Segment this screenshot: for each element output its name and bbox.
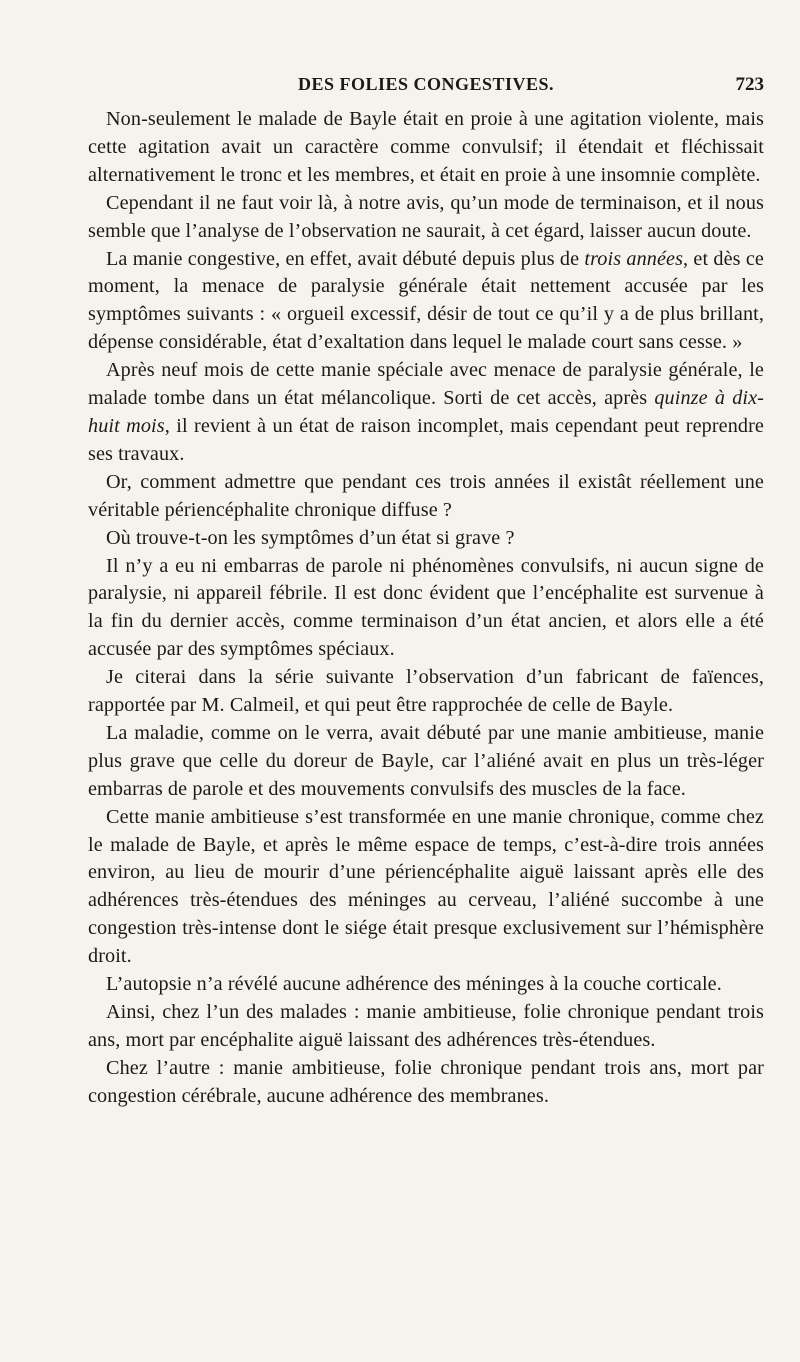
page-number: 723	[735, 74, 764, 95]
text-run: Cette manie ambitieuse s’est transformée en une manie chronique, comme chez le malade de Bayle, et après le même espace de temps, c’est-à-dire trois années environ, au lieu de mourir d’une périencéphalite aiguë laissant après elle des adhérences très-étendues des méninges au cerveau, l’aliéné succombe à une congestion très-intense dont le siége était presque exclusivement sur l’hémisphère droit.	[88, 805, 764, 968]
paragraph	[88, 106, 764, 190]
text-run: Cependant il ne faut voir là, à notre avis, qu’un mode de terminaison, et il nous semble que l’analyse de l’observation ne saurait, à cet égard, laisser aucun doute.	[88, 191, 764, 242]
text-run: L’autopsie n’a révélé aucune adhérence des méninges à la couche corticale.	[106, 973, 722, 996]
running-head	[88, 74, 764, 102]
paragraph	[88, 999, 764, 1055]
paragraph	[88, 357, 764, 469]
paragraph	[88, 1055, 764, 1111]
text-run: Non-seulement le malade de Bayle était en proie à une agitation violente, mais cette agitation avait un caractère comme convulsif; il étendait et fléchissait alternativement le tronc et les membres, et était en proie à une insomnie complète.	[88, 108, 764, 186]
text-run: Or, comment admettre que pendant ces trois années il existât réellement une véritable périencéphalite chronique diffuse ?	[88, 470, 764, 521]
italic-phrase: quinze à dix-huit mois	[88, 387, 764, 437]
paragraph	[88, 971, 764, 999]
text-run: Chez l’autre : manie ambitieuse, folie chronique pendant trois ans, mort par congestion cérébrale, aucune adhérence des membranes.	[88, 1056, 764, 1107]
italic-phrase: trois années	[584, 247, 684, 270]
paragraph	[88, 469, 764, 525]
text-run: Après neuf mois de cette manie spéciale avec menace de paralysie générale, le malade tombe dans un état mélancolique. Sorti de cet accès, après	[88, 359, 764, 410]
paragraph	[88, 664, 764, 720]
text-run: La maladie, comme on le verra, avait débuté par une manie ambitieuse, manie plus grave que celle du doreur de Bayle, car l’aliéné avait en plus un très-léger embarras de parole et des mouvements convulsifs des muscles de la face.	[88, 721, 764, 800]
paragraph	[88, 553, 764, 665]
paragraph	[88, 525, 764, 553]
paragraph	[88, 720, 764, 804]
running-title: DES FOLIES CONGESTIVES.	[297, 74, 555, 94]
paragraph	[88, 246, 764, 358]
text-run: , il revient à un état de raison incomplet, mais cependant peut reprendre ses travaux.	[88, 414, 764, 465]
text-run: Ainsi, chez l’un des malades : manie ambitieuse, folie chronique pendant trois ans, mort par encéphalite aiguë laissant des adhérences très-étendues.	[88, 1001, 764, 1051]
text-run: Il n’y a eu ni embarras de parole ni phénomènes convulsifs, ni aucun signe de paralysie, ni appareil fébrile. Il est donc évident que l’encéphalite est survenue à la fin du dernier accès, comme terminaison d’un état ancien, et alors elle a été accusée par des symptômes spéciaux.	[88, 554, 764, 661]
text-run: Je citerai dans la série suivante l’observation d’un fabricant de faïences, rapportée par M. Calmeil, et qui peut être rapprochée de celle de Bayle.	[88, 666, 764, 717]
body-text	[88, 106, 764, 1111]
text-run: La manie congestive, en effet, avait débuté depuis plus de	[106, 247, 585, 270]
paragraph	[88, 190, 764, 246]
text-run: Où trouve-t-on les symptômes d’un état si grave ?	[106, 526, 515, 549]
text-run: , et dès ce moment, la menace de paralysie générale était nettement accusée par les symptômes suivants : « orgueil excessif, désir de tout ce qu’il y a de plus brillant, dépense considérable, état d’exaltation dans lequel le malade court sans cesse. »	[88, 247, 764, 354]
paragraph	[88, 804, 764, 971]
